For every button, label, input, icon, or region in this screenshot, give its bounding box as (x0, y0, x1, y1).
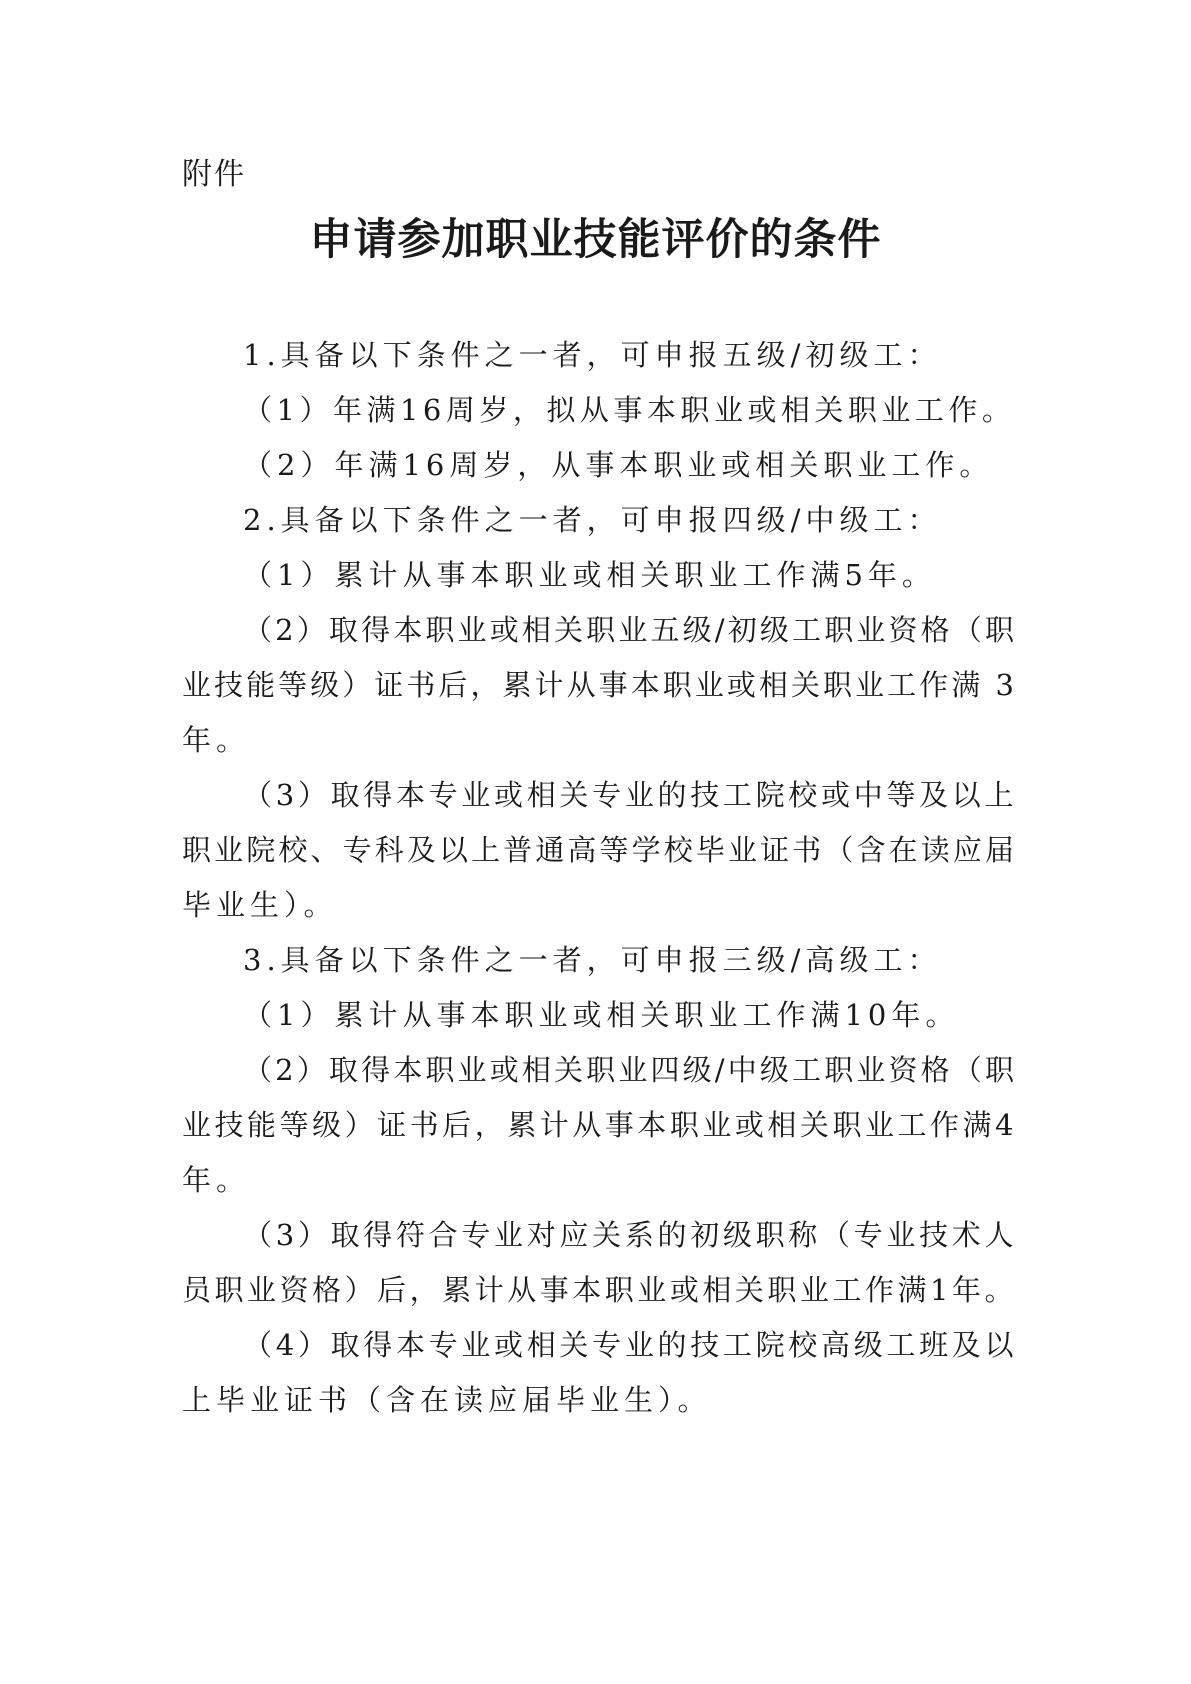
section-1-item-1: （1）年满16周岁，拟从事本职业或相关职业工作。 (243, 393, 1016, 427)
section-3-item-2-line-3: 年。 (182, 1163, 251, 1197)
section-3-item-3-line-1: （3）取得符合专业对应关系的初级职称（专业技术人 (243, 1218, 1017, 1252)
document-title: 申请参加职业技能评价的条件 (309, 215, 882, 265)
section-3-item-4-line-1: （4）取得本专业或相关专业的技工院校高级工班及以 (243, 1328, 1017, 1362)
section-3-item-2-line-1: （2）取得本职业或相关职业四级/中级工职业资格（职 (243, 1053, 1017, 1087)
section-2-heading: 2.具备以下条件之一者，可申报四级/中级工： (243, 503, 942, 537)
section-3-item-1: （1）累计从事本职业或相关职业工作满10年。 (243, 998, 960, 1032)
section-3-heading: 3.具备以下条件之一者，可申报三级/高级工： (243, 943, 942, 977)
section-2-item-2-line-1: （2）取得本职业或相关职业五级/初级工职业资格（职 (243, 613, 1017, 647)
section-2-item-3-line-1: （3）取得本专业或相关专业的技工院校或中等及以上 (243, 778, 1017, 812)
section-1-item-2: （2）年满16周岁，从事本职业或相关职业工作。 (243, 448, 994, 482)
section-1-heading: 1.具备以下条件之一者，可申报五级/初级工： (243, 338, 942, 372)
section-2-item-2-line-2: 业技能等级）证书后，累计从事本职业或相关职业工作满 3 (182, 668, 1017, 702)
attachment-label: 附件 (182, 157, 246, 192)
section-2-item-3-line-2: 职业院校、专科及以上普通高等学校毕业证书（含在读应届 (182, 833, 1017, 867)
section-3-item-2-line-2: 业技能等级）证书后，累计从事本职业或相关职业工作满4 (182, 1108, 1017, 1142)
section-2-item-2-line-3: 年。 (182, 723, 251, 757)
section-2-item-3-line-3: 毕业生）。 (182, 888, 338, 922)
section-3-item-3-line-2: 员职业资格）后，累计从事本职业或相关职业工作满1年。 (182, 1273, 1017, 1307)
section-3-item-4-line-2: 上毕业证书（含在读应届毕业生）。 (182, 1383, 712, 1417)
section-2-item-1: （1）累计从事本职业或相关职业工作满5年。 (243, 558, 936, 592)
